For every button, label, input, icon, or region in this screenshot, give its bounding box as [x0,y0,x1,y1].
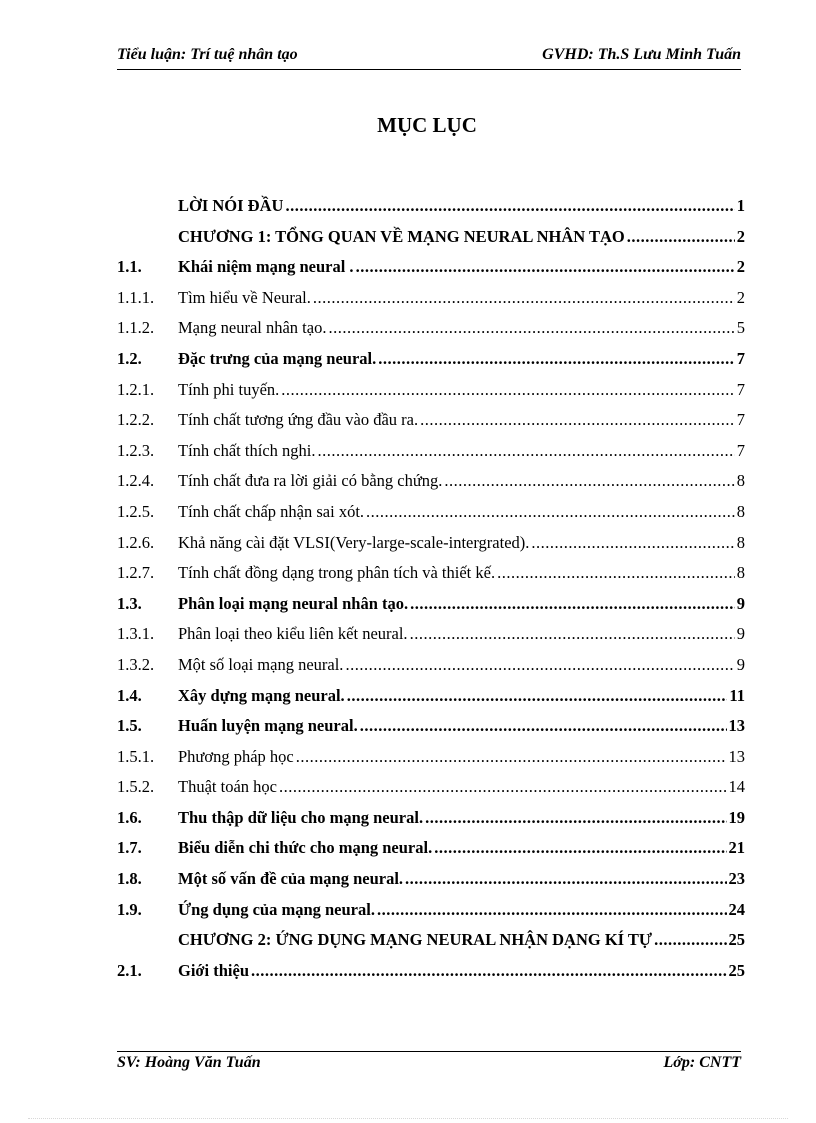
toc-entry-page: 1 [736,196,745,215]
toc-entry-page: 9 [736,624,745,644]
toc-entry[interactable] [117,318,745,349]
toc-entry-number: 1.8. [117,869,142,889]
toc-entry-number: 1.2.1. [117,379,155,399]
toc-entry-page: 19 [728,807,745,827]
page-edge [28,1118,788,1119]
toc-dot-leader [497,563,735,583]
toc-entry-page: 9 [736,593,745,613]
toc-dot-leader [434,838,726,858]
toc-entry[interactable] [117,655,745,686]
toc-entry-page: 11 [729,685,745,705]
toc-entry-page: 7 [736,348,745,368]
toc-entry-title: Ứng dụng của mạng neural. [178,899,375,919]
toc-dot-leader [313,288,735,308]
toc-entry[interactable] [117,747,745,778]
toc-dot-leader [281,380,734,400]
toc-dot-leader [444,471,734,491]
toc-dot-leader [360,716,727,736]
toc-entry[interactable] [117,961,745,992]
toc-entry-title: Biểu diễn chi thức cho mạng neural. [178,838,433,858]
toc-entry-number: 1.1.2. [117,318,155,338]
toc-entry[interactable] [117,624,745,655]
toc-entry-page: 9 [736,654,745,674]
toc-entry[interactable] [117,471,745,502]
footer-rule [117,1051,741,1052]
toc-entry[interactable] [117,563,745,594]
header-advisor: GVHD: Th.S Lưu Minh Tuấn [542,46,741,63]
toc-entry-page: 25 [728,960,745,980]
toc-entry-number: 1.2. [117,348,142,368]
toc-entry-number: 1.5. [117,716,142,736]
toc-entry-title: Tính phi tuyến. [178,379,280,399]
toc-entry-title: Giới thiệu [178,960,250,980]
toc-entry-title: Phân loại mạng neural nhân tạo. [178,593,409,613]
toc-dot-leader [410,624,735,644]
toc-entry-title: Thuật toán học [178,777,277,797]
toc-entry-number: 1.7. [117,838,142,858]
toc-entry-title: Phân loại theo kiểu liên kết neural. [178,624,408,644]
toc-entry-number: 1.5.2. [117,777,155,797]
toc-entry-title: Huấn luyện mạng neural. [178,716,358,736]
toc-dot-leader [410,594,735,614]
toc-entry-number: 1.3.2. [117,654,155,674]
toc-entry-page: 8 [736,563,745,583]
toc-dot-leader [366,502,735,522]
page-header [117,46,741,64]
toc-dot-leader [378,349,734,369]
toc-entry-page: 25 [728,930,745,950]
toc-entry-page: 8 [736,501,745,521]
toc-entry-title: Khái niệm mạng neural . [178,257,354,277]
toc-dot-leader [420,410,735,430]
toc-entry-number: 1.1.1. [117,287,155,307]
toc-dot-leader [285,196,734,216]
toc-entry[interactable] [117,777,745,808]
toc-entry[interactable] [117,869,745,900]
toc-entry-number: 1.2.3. [117,440,155,460]
toc-title: MỤC LỤC [377,113,477,137]
toc-dot-leader [251,961,726,981]
toc-entry-number: 1.2.5. [117,501,155,521]
toc-entry[interactable] [117,441,745,472]
toc-entry-title: Một số loại mạng neural. [178,654,344,674]
table-of-contents [117,196,745,991]
toc-entry-page: 7 [736,379,745,399]
toc-entry-title: Tính chất chấp nhận sai xót. [178,501,365,521]
toc-entry-number: 1.9. [117,899,142,919]
toc-entry[interactable] [117,533,745,564]
header-rule [117,69,741,70]
toc-entry-page: 13 [728,716,745,736]
toc-entry-number: 1.2.7. [117,563,155,583]
toc-entry-title: Phương pháp học [178,746,294,766]
toc-dot-leader [377,900,727,920]
toc-entry-title: Tính chất thích nghi. [178,440,316,460]
toc-entry[interactable] [117,257,745,288]
toc-entry-page: 14 [728,777,745,797]
toc-entry-page: 23 [728,869,745,889]
toc-entry-page: 2 [736,257,745,277]
toc-entry[interactable] [117,716,745,747]
toc-entry-page: 8 [736,532,745,552]
toc-entry-page: 24 [728,899,745,919]
toc-entry[interactable] [117,227,745,258]
toc-entry-page: 7 [736,440,745,460]
toc-entry[interactable] [117,838,745,869]
toc-dot-leader [328,318,734,338]
toc-entry-number: 1.3.1. [117,624,155,644]
toc-entry-title: Xây dựng mạng neural. [178,685,345,705]
toc-entry[interactable] [117,502,745,533]
toc-entry[interactable] [117,900,745,931]
toc-dot-leader [627,227,735,247]
toc-entry-title: Một số vấn đề của mạng neural. [178,869,404,889]
toc-entry-number: 1.2.4. [117,471,155,491]
toc-entry-title: CHƯƠNG 1: TỔNG QUAN VỀ MẠNG NEURAL NHÂN TẠO [178,226,625,246]
toc-entry-title: LỜI NÓI ĐẦU [178,196,284,215]
toc-entry[interactable] [117,930,745,961]
toc-entry-page: 5 [736,318,745,338]
toc-entry-number: 1.4. [117,685,142,705]
toc-entry[interactable] [117,288,745,319]
toc-dot-leader [356,257,735,277]
toc-entry-page: 2 [736,226,745,246]
toc-dot-leader [405,869,726,889]
toc-entry-page: 21 [728,838,745,858]
footer-class: Lớp: CNTT [663,1054,741,1071]
toc-dot-leader [425,808,726,828]
toc-entry-number: 1.2.2. [117,410,155,430]
toc-entry-page: 13 [728,746,745,766]
toc-entry-title: Tính chất đồng dạng trong phân tích và thiết kế. [178,563,496,583]
header-course: Tiểu luận: Trí tuệ nhân tạo [117,46,298,63]
toc-entry-title: Đặc trưng của mạng neural. [178,348,377,368]
toc-entry-page: 7 [736,410,745,430]
toc-entry-title: Tìm hiểu về Neural. [178,287,311,307]
toc-entry-title: CHƯƠNG 2: ỨNG DỤNG MẠNG NEURAL NHẬN DẠNG KÍ TỰ [178,930,653,950]
toc-dot-leader [345,655,734,675]
toc-entry[interactable] [117,380,745,411]
page-footer [117,1054,741,1072]
toc-entry-title: Thu thập dữ liệu cho mạng neural. [178,807,424,827]
footer-student: SV: Hoàng Văn Tuấn [117,1054,261,1071]
toc-entry-number: 1.3. [117,593,142,613]
toc-dot-leader [296,747,727,767]
toc-entry[interactable] [117,196,745,227]
toc-entry[interactable] [117,686,745,717]
toc-entry[interactable] [117,349,745,380]
toc-entry-number: 1.5.1. [117,746,155,766]
toc-entry-page: 8 [736,471,745,491]
toc-entry-title: Tính chất đưa ra lời giải có bằng chứng. [178,471,443,491]
toc-dot-leader [317,441,734,461]
toc-entry-number: 2.1. [117,960,142,980]
toc-dot-leader [654,930,726,950]
toc-dot-leader [347,686,728,706]
toc-entry-number: 1.1. [117,257,142,277]
toc-entry-title: Mạng neural nhân tạo. [178,318,327,338]
toc-entry[interactable] [117,410,745,441]
toc-dot-leader [279,777,727,797]
toc-entry-title: Khả năng cài đặt VLSI(Very-large-scale-intergrated). [178,532,530,552]
toc-entry[interactable] [117,808,745,839]
toc-entry[interactable] [117,594,745,625]
toc-entry-number: 1.6. [117,807,142,827]
toc-entry-page: 2 [736,287,745,307]
toc-entry-number: 1.2.6. [117,532,155,552]
toc-entry-title: Tính chất tương ứng đầu vào đầu ra. [178,410,419,430]
toc-dot-leader [531,533,734,553]
